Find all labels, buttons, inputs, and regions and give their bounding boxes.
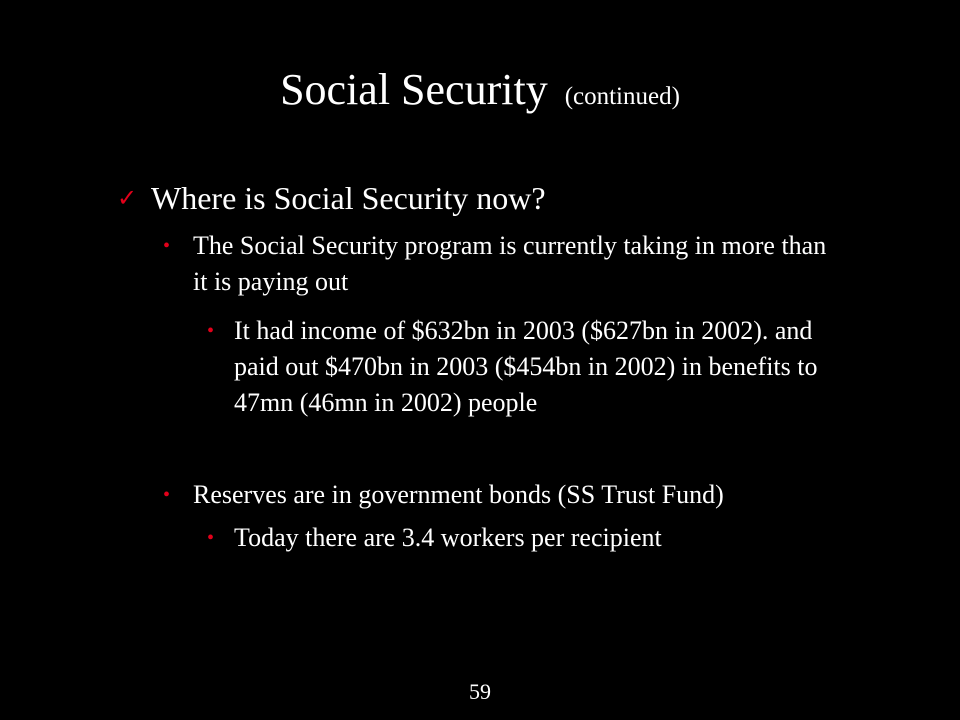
sub-point-2-text: Reserves are in government bonds (SS Trust Fund) <box>193 480 724 509</box>
page-number: 59 <box>469 679 491 704</box>
sub-point-1 <box>163 228 843 300</box>
bullet-dot-icon: • <box>207 320 215 342</box>
bullet-dot-icon: • <box>163 235 171 257</box>
bullet-dot-icon: • <box>207 527 215 549</box>
slide-title <box>0 64 960 123</box>
sub-sub-point-1 <box>207 313 847 421</box>
bullet-dot-icon: • <box>163 484 171 506</box>
main-point <box>117 178 546 218</box>
sub-point-1-text: The Social Security program is currently taking in more than it is paying out <box>193 231 827 296</box>
sub-sub-point-1-text: It had income of $632bn in 2003 ($627bn in 2002). and paid out $470bn in 2003 ($454bn in 2002) in benefits to 47mn (46mn in 2002) people <box>234 316 818 417</box>
sub-point-2 <box>163 477 843 513</box>
main-point-text: Where is Social Security now? <box>151 180 546 216</box>
checkmark-icon: ✓ <box>117 184 138 212</box>
sub-sub-point-2 <box>207 520 847 556</box>
title-text: Social Security <box>280 65 548 114</box>
title-suffix: (continued) <box>564 83 680 110</box>
sub-sub-point-2-text: Today there are 3.4 workers per recipient <box>234 523 662 552</box>
